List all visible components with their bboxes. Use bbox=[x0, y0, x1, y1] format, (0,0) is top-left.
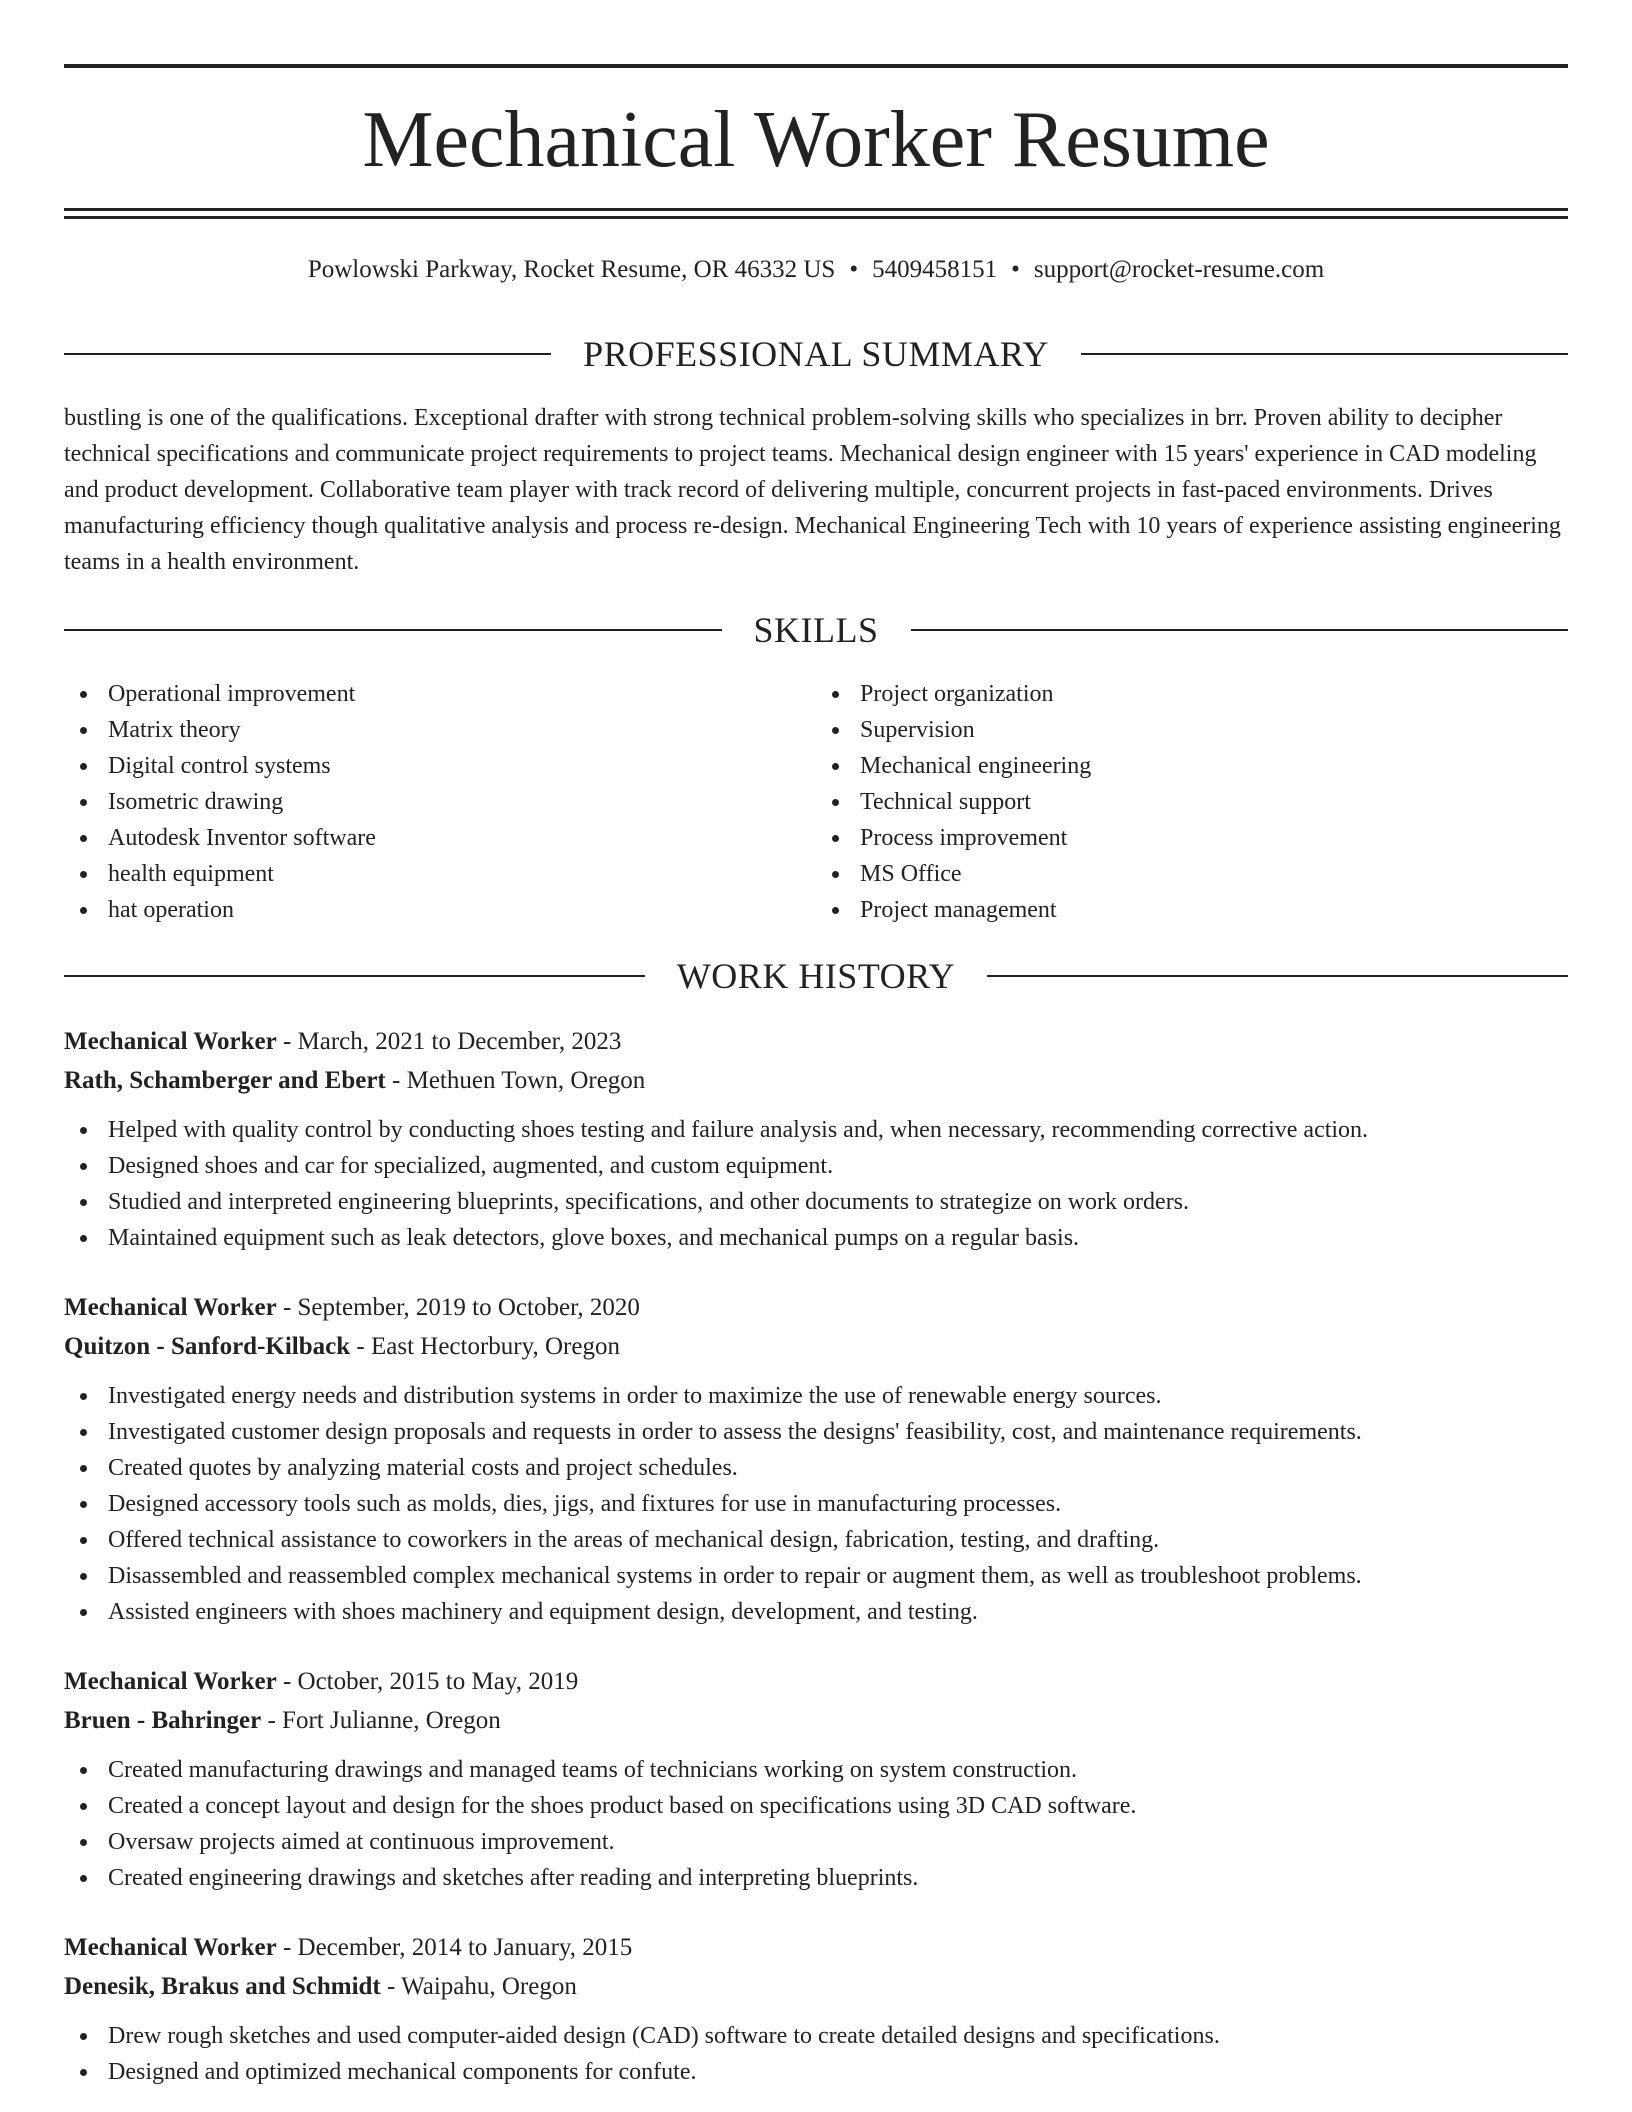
section-header-summary bbox=[64, 332, 1568, 376]
section-header-work bbox=[64, 954, 1568, 998]
job-company-line bbox=[64, 1327, 1568, 1366]
skill-item: Digital control systems bbox=[64, 748, 816, 784]
job-dates: - September, 2019 to October, 2020 bbox=[276, 1294, 640, 1321]
skill-item: Matrix theory bbox=[64, 712, 816, 748]
job-duty-item: Designed and optimized mechanical components for confute. bbox=[64, 2054, 1568, 2090]
section-rule-right bbox=[911, 629, 1569, 631]
job-duty-item: Investigated energy needs and distribution systems in order to maximize the use of renewable energy sources. bbox=[64, 1378, 1568, 1414]
job-entry bbox=[64, 1662, 1568, 1896]
skill-item: hat operation bbox=[64, 892, 816, 928]
job-duty-item: Designed accessory tools such as molds, dies, jigs, and fixtures for use in manufacturing processes. bbox=[64, 1486, 1568, 1522]
skills-column-left bbox=[64, 676, 816, 928]
job-location: - Fort Julianne, Oregon bbox=[261, 1707, 501, 1734]
skill-item: Autodesk Inventor software bbox=[64, 820, 816, 856]
job-company-line bbox=[64, 1061, 1568, 1100]
job-duties bbox=[64, 1112, 1568, 1256]
job-company-line bbox=[64, 1967, 1568, 2006]
job-title: Mechanical Worker bbox=[64, 1668, 277, 1695]
job-duty-item: Disassembled and reassembled complex mechanical systems in order to repair or augment them, as well as troubleshoot problems. bbox=[64, 1558, 1568, 1594]
section-rule-right bbox=[1081, 353, 1568, 355]
job-duty-item: Offered technical assistance to coworkers in the areas of mechanical design, fabrication, testing, and drafting. bbox=[64, 1522, 1568, 1558]
job-dates: - March, 2021 to December, 2023 bbox=[276, 1028, 622, 1055]
job-title-line bbox=[64, 1288, 1568, 1327]
job-company-line bbox=[64, 1701, 1568, 1740]
job-company: Denesik, Brakus and Schmidt bbox=[64, 1973, 381, 2000]
page-title: Mechanical Worker Resume bbox=[362, 96, 1270, 184]
job-company: Bruen - Bahringer bbox=[64, 1707, 262, 1734]
skill-item: Project management bbox=[816, 892, 1568, 928]
job-duty-item: Created quotes by analyzing material costs and project schedules. bbox=[64, 1450, 1568, 1486]
job-duties bbox=[64, 2018, 1568, 2090]
job-location: - East Hectorbury, Oregon bbox=[350, 1333, 620, 1360]
section-title-skills: SKILLS bbox=[753, 610, 879, 650]
contact-line bbox=[64, 254, 1568, 286]
job-title: Mechanical Worker bbox=[64, 1028, 277, 1055]
skill-item: Operational improvement bbox=[64, 676, 816, 712]
skill-item: MS Office bbox=[816, 856, 1568, 892]
job-duty-item: Created engineering drawings and sketches after reading and interpreting blueprints. bbox=[64, 1860, 1568, 1896]
job-location: - Waipahu, Oregon bbox=[380, 1973, 577, 2000]
job-location: - Methuen Town, Oregon bbox=[385, 1067, 646, 1094]
job-duties bbox=[64, 1752, 1568, 1896]
job-duty-item: Created manufacturing drawings and managed teams of technicians working on system construction. bbox=[64, 1752, 1568, 1788]
contact-separator: • bbox=[849, 256, 859, 283]
work-history-list bbox=[64, 1022, 1568, 2112]
job-duty-item: Assisted engineers with shoes machinery and equipment design, development, and testing. bbox=[64, 1594, 1568, 1630]
skill-item: health equipment bbox=[64, 856, 816, 892]
skill-item: Project organization bbox=[816, 676, 1568, 712]
job-title: Mechanical Worker bbox=[64, 1934, 277, 1961]
skill-item: Supervision bbox=[816, 712, 1568, 748]
summary-text: bustling is one of the qualifications. Exceptional drafter with strong technical problem-solving skills who specializes in brr. Proven ability to decipher technical specifications and communicate project requirements to project teams. Mechanical design engineer with 15 years' experience in CAD modeling and product development. Collaborative team player with track record of delivering multiple, concurrent projects in fast-paced environments. Drives manufacturing efficiency though qualitative analysis and process re-design. Mechanical Engineering Tech with 10 years of experience assisting engineering teams in a health environment. bbox=[64, 405, 1561, 575]
skill-item: Process improvement bbox=[816, 820, 1568, 856]
job-company: Quitzon - Sanford-Kilback bbox=[64, 1333, 351, 1360]
section-rule-left bbox=[64, 975, 645, 977]
section-rule-right bbox=[987, 975, 1568, 977]
section-title-summary: PROFESSIONAL SUMMARY bbox=[583, 334, 1049, 374]
job-dates: - October, 2015 to May, 2019 bbox=[276, 1668, 579, 1695]
skill-item: Isometric drawing bbox=[64, 784, 816, 820]
top-rule bbox=[64, 64, 1568, 68]
skills-column-right bbox=[816, 676, 1568, 928]
job-title-line bbox=[64, 1928, 1568, 1967]
contact-separator: • bbox=[1011, 256, 1020, 283]
job-entry bbox=[64, 1022, 1568, 1256]
job-duty-item: Created a concept layout and design for the shoes product based on specifications using 3D CAD software. bbox=[64, 1788, 1568, 1824]
job-duty-item: Drew rough sketches and used computer-aided design (CAD) software to create detailed designs and specifications. bbox=[64, 2018, 1568, 2054]
job-duty-item: Helped with quality control by conducting shoes testing and failure analysis and, when necessary, recommending corrective action. bbox=[64, 1112, 1568, 1148]
skill-item: Mechanical engineering bbox=[816, 748, 1568, 784]
job-duty-item: Studied and interpreted engineering blueprints, specifications, and other documents to strategize on work orders. bbox=[64, 1184, 1568, 1220]
job-duty-item: Investigated customer design proposals and requests in order to assess the designs' feasibility, cost, and maintenance requirements. bbox=[64, 1414, 1568, 1450]
title-rule-upper bbox=[64, 208, 1568, 211]
job-entry bbox=[64, 1928, 1568, 2090]
job-duty-item: Designed shoes and car for specialized, augmented, and custom equipment. bbox=[64, 1148, 1568, 1184]
skill-item: Technical support bbox=[816, 784, 1568, 820]
section-title-work: WORK HISTORY bbox=[676, 956, 956, 996]
section-header-skills bbox=[64, 608, 1568, 652]
job-duty-item: Maintained equipment such as leak detectors, glove boxes, and mechanical pumps on a regular basis. bbox=[64, 1220, 1568, 1256]
skills-list bbox=[64, 676, 1568, 928]
section-rule-left bbox=[64, 629, 722, 631]
section-rule-left bbox=[64, 353, 551, 355]
job-company: Rath, Schamberger and Ebert bbox=[64, 1067, 386, 1094]
contact-address: Powlowski Parkway, Rocket Resume, OR 46332 US bbox=[307, 256, 836, 283]
job-duty-item: Oversaw projects aimed at continuous improvement. bbox=[64, 1824, 1568, 1860]
job-title-line bbox=[64, 1662, 1568, 1701]
job-dates: - December, 2014 to January, 2015 bbox=[276, 1934, 633, 1961]
job-duties bbox=[64, 1378, 1568, 1630]
contact-phone: 5409458151 bbox=[872, 256, 998, 283]
title-rule-lower bbox=[64, 216, 1568, 219]
job-title-line bbox=[64, 1022, 1568, 1061]
job-entry bbox=[64, 1288, 1568, 1630]
contact-email: support@rocket-resume.com bbox=[1033, 256, 1325, 283]
job-title: Mechanical Worker bbox=[64, 1294, 277, 1321]
